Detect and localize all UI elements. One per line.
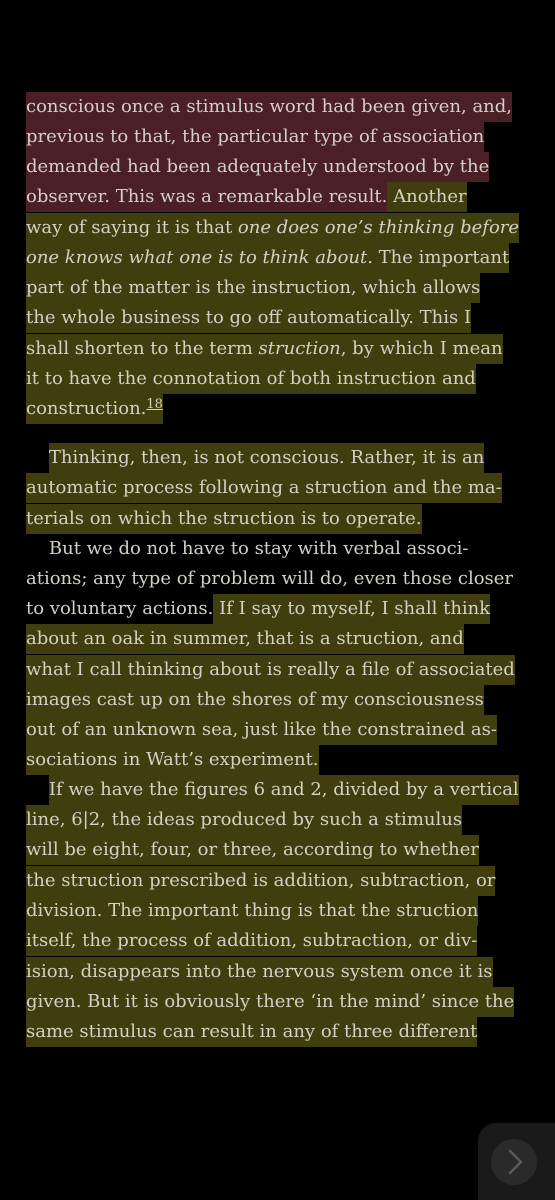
text-segment (26, 443, 49, 473)
text-line (26, 92, 512, 122)
text-line (26, 866, 495, 896)
text-line (26, 896, 478, 926)
text-line (26, 534, 469, 564)
text-line (26, 152, 489, 182)
highlight-segment[interactable]: Another (387, 182, 466, 212)
text-line (26, 957, 493, 987)
highlight-segment[interactable]: the struction prescribed is addition, subtraction, or (26, 866, 495, 896)
highlight-segment[interactable]: out of an unknown sea, just like the constrained as- (26, 715, 497, 745)
highlight-segment[interactable]: given. But it is obviously there ‘in the mind’ since the (26, 987, 514, 1017)
text-line (26, 715, 497, 745)
highlight-segment[interactable]: images cast up on the shores of my consciousness (26, 685, 484, 715)
text-line (26, 805, 462, 835)
text-line (26, 835, 479, 865)
highlight-segment[interactable]: about an oak in summer, that is a struction, and (26, 624, 464, 654)
text-line (26, 624, 464, 654)
highlight-segment[interactable]: previous to that, the particular type of association (26, 122, 484, 152)
highlight-segment[interactable] (146, 394, 163, 424)
highlight-segment[interactable]: conscious once a stimulus word had been given, and, (26, 92, 512, 122)
text-line (26, 364, 476, 394)
text-line (26, 926, 477, 956)
highlight-segment[interactable]: Thinking, then, is not conscious. Rather, it is an (49, 443, 484, 473)
highlight-segment[interactable]: observer. This was a remarkable result. (26, 182, 387, 212)
chevron-right-icon (491, 1139, 537, 1185)
highlight-segment[interactable]: one knows what one is to think about. (26, 243, 373, 273)
highlight-segment[interactable]: demanded had been adequately understood by the (26, 152, 489, 182)
highlight-segment[interactable]: construction. (26, 394, 146, 424)
text-line (26, 987, 514, 1017)
highlight-segment[interactable]: If we have the figures 6 and 2, divided by a vertical (49, 775, 519, 805)
text-line (26, 273, 480, 303)
highlight-segment[interactable]: same stimulus can result in any of three different (26, 1017, 477, 1047)
text-line (26, 182, 467, 212)
text-line (26, 685, 484, 715)
text-segment: But we do not have to stay with verbal associ- (26, 538, 469, 559)
footnote-link[interactable]: 18 (146, 397, 163, 412)
highlight-segment[interactable]: terials on which the struction is to operate. (26, 504, 422, 534)
highlight-segment[interactable]: struction (259, 334, 341, 364)
text-line (26, 303, 471, 333)
text-line (26, 394, 163, 424)
highlight-segment[interactable]: sociations in Watt’s experiment. (26, 745, 319, 775)
text-segment (26, 775, 49, 805)
text-segment: to voluntary actions. (26, 598, 214, 619)
text-line (26, 564, 513, 594)
highlight-segment[interactable]: what I call thinking about is really a file of associated (26, 655, 515, 685)
highlight-segment[interactable]: part of the matter is the instruction, which allows (26, 273, 480, 303)
text-line (26, 334, 503, 364)
text-line (26, 122, 484, 152)
highlight-segment[interactable]: ision, disappears into the nervous system once it is (26, 957, 493, 987)
highlight-segment[interactable]: automatic process following a struction and the ma- (26, 473, 502, 503)
highlight-segment[interactable]: the whole business to go off automatically. This I (26, 303, 471, 333)
text-line (26, 1017, 477, 1047)
text-line (26, 655, 515, 685)
text-line (26, 243, 509, 273)
text-line (26, 745, 319, 775)
text-line (26, 594, 490, 624)
highlight-segment[interactable]: If I say to myself, I shall think (213, 594, 490, 624)
text-line (26, 213, 519, 243)
next-page-button[interactable] (478, 1123, 555, 1200)
text-line (26, 504, 422, 534)
highlight-segment[interactable]: one does one’s thinking before (238, 213, 519, 243)
text-segment: ations; any type of problem will do, even those closer (26, 568, 514, 589)
highlight-segment[interactable]: division. The important thing is that the struction (26, 896, 478, 926)
highlight-segment[interactable]: , by which I mean (341, 334, 503, 364)
highlight-segment[interactable]: it to have the connotation of both instruction and (26, 364, 476, 394)
text-line (26, 473, 502, 503)
highlight-segment[interactable]: itself, the process of addition, subtraction, or div- (26, 926, 477, 956)
highlight-segment[interactable]: will be eight, four, or three, according to whether (26, 835, 479, 865)
highlight-segment[interactable]: line, 6|2, the ideas produced by such a stimulus (26, 805, 462, 835)
text-line (26, 775, 519, 805)
highlight-segment[interactable]: The important (373, 243, 509, 273)
text-line (26, 443, 484, 473)
highlight-segment[interactable]: shall shorten to the term (26, 334, 259, 364)
highlight-segment[interactable]: way of saying it is that (26, 213, 238, 243)
